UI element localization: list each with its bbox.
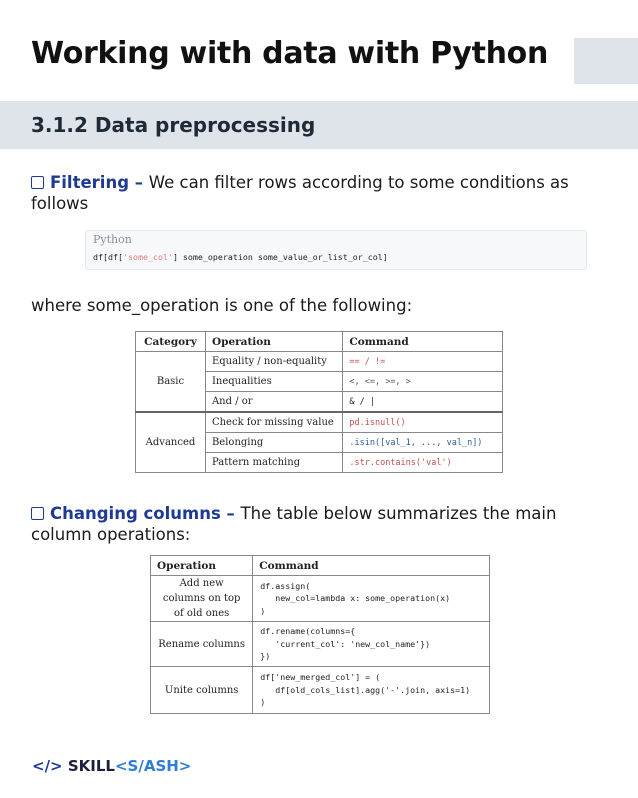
command-cell: <, <=, >=, > (343, 372, 503, 392)
checkbox-icon (31, 507, 44, 520)
table-row (136, 352, 503, 372)
command-cell: df.assign( new_col=lambda x: some_operation(x) ) (253, 576, 490, 622)
command-cell: .isin([val_1, ..., val_n]) (343, 433, 503, 453)
code-line (93, 252, 388, 262)
code-block (85, 230, 587, 270)
table-row (151, 667, 490, 714)
logo-text-a: SKILL (67, 757, 115, 775)
table-header-cell: Command (343, 332, 503, 352)
table-header-cell: Operation (151, 556, 253, 576)
code-part: ] some_operation some_value_or_list_or_col] (172, 252, 388, 262)
command-cell: & / | (343, 392, 503, 413)
operation-cell: Belonging (205, 433, 342, 453)
operation-cell: Unite columns (151, 667, 253, 714)
command-cell: pd.isnull() (343, 412, 503, 433)
operation-cell: Check for missing value (205, 412, 342, 433)
filtering-text: We can filter rows according to some conditions as follows (31, 173, 569, 213)
code-part: df[df[ (93, 252, 123, 262)
brand-logo (32, 757, 191, 775)
changing-columns-keyword: Changing columns (50, 504, 221, 523)
table-header-cell: Category (136, 332, 206, 352)
code-brackets-icon: </> (32, 757, 63, 775)
table-row (151, 622, 490, 667)
logo-text-b: <S/ASH> (114, 757, 192, 775)
operation-cell: Equality / non-equality (205, 352, 342, 372)
columns-table (150, 555, 490, 714)
table-header-cell: Operation (205, 332, 342, 352)
changing-columns-dash: – (220, 504, 241, 523)
changing-columns-paragraph (31, 503, 616, 545)
operation-cell: Add new columns on top of old ones (151, 576, 253, 622)
category-cell: Advanced (136, 412, 206, 473)
checkbox-icon (31, 176, 44, 189)
command-cell: == / != (343, 352, 503, 372)
table-header-cell: Command (253, 556, 490, 576)
operation-cell: Inequalities (205, 372, 342, 392)
filtering-paragraph (31, 172, 616, 214)
title-accent-bar (574, 38, 638, 84)
operation-cell: Rename columns (151, 622, 253, 667)
changing-columns-text: The table below summarizes the main column operations: (31, 504, 557, 544)
command-cell: .str.contains('val') (343, 453, 503, 473)
table-row (151, 576, 490, 622)
table-row (136, 412, 503, 433)
table-header-row (151, 556, 490, 576)
operation-cell: Pattern matching (205, 453, 342, 473)
filtering-dash: – (129, 173, 149, 192)
operations-table (135, 331, 503, 473)
command-cell: df['new_merged_col'] = ( df[old_cols_list].agg('-'.join, axis=1) ) (253, 667, 490, 714)
category-cell: Basic (136, 352, 206, 413)
command-cell: df.rename(columns={ 'current_col': 'new_col_name'}) }) (253, 622, 490, 667)
operation-cell: And / or (205, 392, 342, 413)
page-title: Working with data with Python (31, 36, 549, 71)
where-paragraph: where some_operation is one of the following: (31, 296, 413, 315)
code-string: 'some_col' (122, 252, 173, 262)
filtering-keyword: Filtering (50, 173, 130, 192)
section-title: 3.1.2 Data preprocessing (31, 113, 316, 137)
table-header-row (136, 332, 503, 352)
code-language-label: Python (93, 233, 132, 246)
